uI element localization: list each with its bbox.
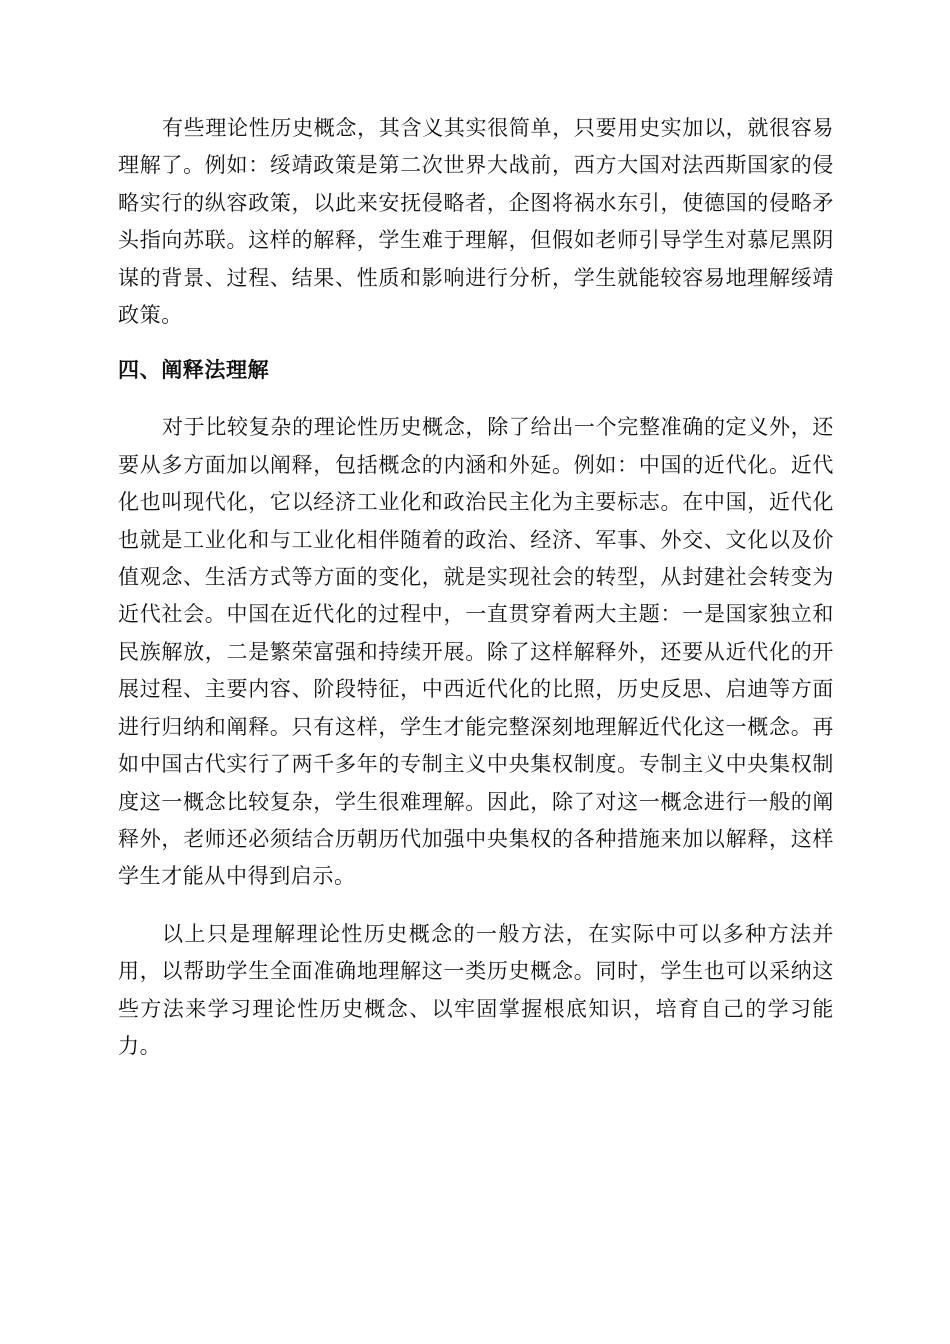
paragraph-appeasement-example: 有些理论性历史概念，其含义其实很简单，只要用史实加以，就很容易理解了。例如：绥靖政策是第二次世界大战前，西方大国对法西斯国家的侵略实行的纵容政策，以此来安抚侵略者，企图将祸水东引，使德国的侵略矛头指向苏联。这样的解释，学生难于理解，但假如老师引导学生对慕尼黑阴谋的背景、过程、结果、性质和影响进行分析，学生就能较容易地理解绥靖政策。 — [118, 116, 834, 328]
paragraph-conclusion: 以上只是理解理论性历史概念的一般方法，在实际中可以多种方法并用，以帮助学生全面准确地理解这一类历史概念。同时，学生也可以采纳这些方法来学习理论性历史概念、以牢固掌握根底知识，培育自己的学习能力。 — [118, 921, 834, 1058]
section-heading-interpretation-method: 四、阐释法理解 — [118, 358, 270, 383]
paragraph-modernization-example: 对于比较复杂的理论性历史概念，除了给出一个完整准确的定义外，还要从多方面加以阐释，包括概念的内涵和外延。例如：中国的近代化。近代化也叫现代化，它以经济工业化和政治民主化为主要标志。在中国，近代化也就是工业化和与工业化相伴随着的政治、经济、军事、外交、文化以及价值观念、生活方式等方面的变化，就是实现社会的转型，从封建社会转变为近代社会。中国在近代化的过程中，一直贯穿着两大主题：一是国家独立和民族解放，二是繁荣富强和持续开展。除了这样解释外，还要从近代化的开展过程、主要内容、阶段特征，中西近代化的比照，历史反思、启迪等方面进行归纳和阐释。只有这样，学生才能完整深刻地理解近代化这一概念。再如中国古代实行了两千多年的专制主义中央集权制度。专制主义中央集权制度这一概念比较复杂，学生很难理解。因此，除了对这一概念进行一般的阐释外，老师还必须结合历朝历代加强中央集权的各种措施来加以解释，这样学生才能从中得到启示。 — [118, 415, 834, 889]
document-page — [118, 110, 834, 1065]
